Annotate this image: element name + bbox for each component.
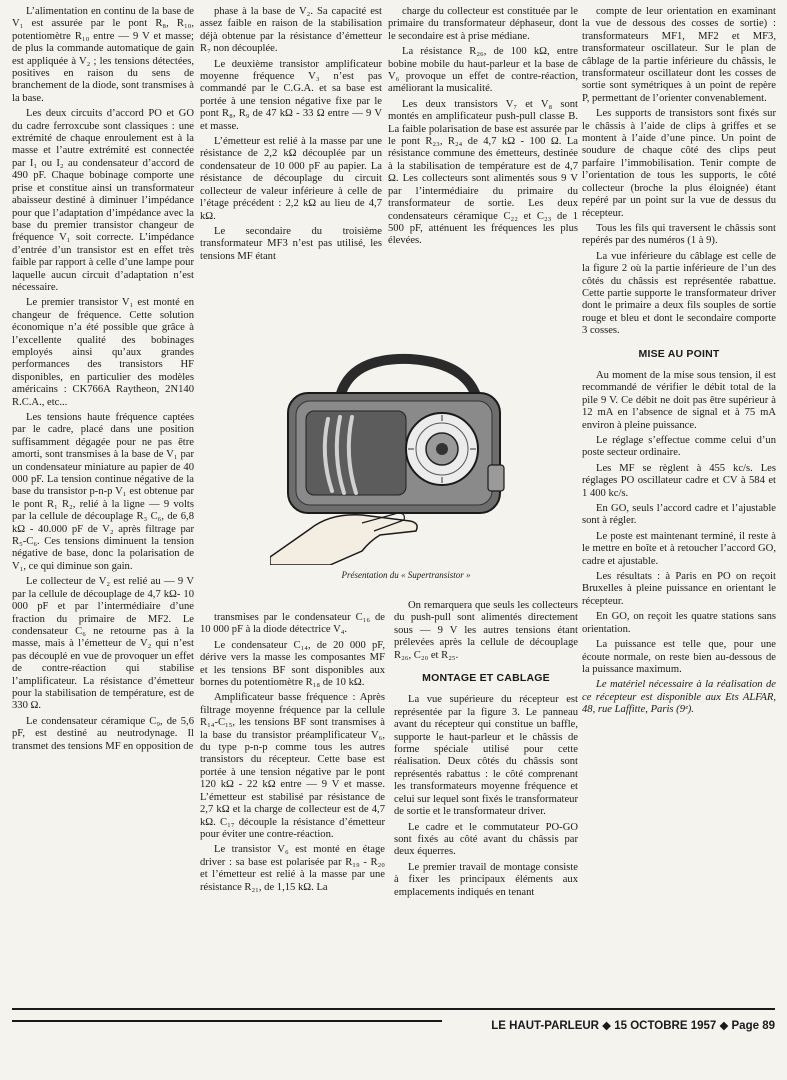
column-3-top — [388, 6, 578, 326]
paragraph: Le premier travail de montage consiste à fixer les principaux éléments aux emplacements indiqués en tenant — [394, 861, 578, 898]
footer-rule — [12, 1020, 442, 1022]
paragraph: Les résultats : à Paris en PO on reçoit Bruxelles à pleine puissance en orientant le récepteur. — [582, 571, 776, 607]
paragraph: En GO, on reçoit les quatre stations sans orientation. — [582, 611, 776, 635]
paragraph: charge du collecteur est constituée par le primaire du transformateur déphaseur, dont le secondaire est à prise médiane. — [388, 6, 578, 42]
paragraph: L’alimentation en continu de la base de V₁ est assurée par le pont R₈, R₁₀, potentiomètre R₁₀ entre — 9 V et masse; de plus la commande automatique de gain est appliquée à V₂ ; les tensions détectées, positives en raison du sens de branchement de la diode, sont transmises à la base. — [12, 6, 194, 104]
paragraph: Le condensateur C₁₄, de 20 000 pF, dérive vers la masse les composantes MF et les tensions BF sont disponibles aux bornes du potentiomètre R₁₈ de 10 kΩ. — [200, 639, 385, 689]
paragraph: La vue inférieure du câblage est celle de la figure 2 où la partie inférieure de l’un des côtés du châssis est représentée rabattue. Cette partie supporte le transformateur driver dont le primaire a deux fils souples de sortie rouge et bleu et dont le secondaire comporte 3 cosses. — [582, 250, 776, 337]
paragraph: Le poste est maintenant terminé, il reste à le mettre en boîte et à retoucher l’accord GO, cadre et ajustable. — [582, 530, 776, 567]
column-2-bottom — [200, 612, 385, 1004]
paragraph: Le premier transistor V₁ est monté en changeur de fréquence. Cette solution économique n’a été possible que grâce à l’excellente qualité des bobinages employés ainsi qu’aux grandes performances des transistors HF disponibles, en particulier des modèles américains : CK766A Raytheon, 2N140 R.C.A., etc... — [12, 297, 194, 408]
paragraph: Les deux circuits d’accord PO et GO du cadre ferroxcube sont classiques : une extrémité de chaque enroulement est à la masse et l’autre extrémité est connectée par I₁ ou I₂ au condensateur d’accord de 490 pF. Chaque bobinage comporte une prise et constitue ainsi un transformateur abaisseur destiné à diminuer l’impédance pour que l’adaptation d’impédance avec la base du premier transistor changeur de fréquence V₁ soit correcte. L’impédance d’entrée d’un transistor est en effet très faible par rapport à celle d’une lampe pour laquelle aucun circuit d’adaptation n’est nécessaire. — [12, 108, 194, 293]
paragraph: Le secondaire du troisième transformateur MF3 n’est pas utilisé, les tensions MF étant — [200, 225, 382, 262]
paragraph: Les tensions haute fréquence captées par le cadre, placé dans une position suffisamment dégagée pour ne pas être amorti, sont transmises à la base de V₁ par un condensateur miniature au papier de 40 000 pF. La tension continue négative de la base du transistor p-n-p V₁ est obtenue par le pont R₁ R₂, relié à la ligne — 9 volts par la cellule de découplage R₃ C₆, de 6,8 kΩ - 40.000 pF de V₂ après filtrage par R₅-C₆. Ces tensions diminuent la tension négative de base, donc la polarisation de V₁, ce qui diminue son gain. — [12, 412, 194, 572]
paragraph: La vue supérieure du récepteur est représentée par la figure 3. Le panneau avant du récepteur qui constitue un baffle, supporte le haut-parleur et le châssis de forme spéciale utilisé pour cette réalisation. Deux côtés du châssis sont représentés rabattus : le côté comprenant les transformateurs moyenne fréquence et celui sur lequel sont fixés le transformateur de sortie et le transformateur driver. — [394, 694, 578, 818]
section-heading-montage: MONTAGE ET CABLAGE — [422, 672, 550, 685]
paragraph: Le deuxième transistor amplificateur moyenne fréquence V₃ n’est pas commandé par le C.G.A. et sa base est portée à une tension négative fixe par le pont R₈, R₉ de 47 kΩ - 33 Ω entre — 9 V et masse. — [200, 58, 382, 132]
radio-illustration — [270, 345, 518, 565]
paragraph: Les MF se règlent à 455 kc/s. Les réglages PO oscillateur cadre et CV à 584 et 1 400 kc/s. — [582, 462, 776, 499]
paragraph: compte de leur orientation en examinant la vue de dessous des cosses de sortie) : transformateurs MF1, MF2 et MF3, transformateur oscillateur. Sur le plan de câblage de la partie inférieure du châssis, le transformateur oscillateur dont les cosses de sortie sont symétriques à un point de repère P, permettant de l’orienter convenablement. — [582, 6, 776, 104]
column-1 — [12, 6, 194, 1006]
figure-caption: Présentation du « Supertransistor » — [341, 570, 471, 580]
footer-text: LE HAUT-PARLEUR ◆ 15 OCTOBRE 1957 ◆ Page 89 — [491, 1020, 775, 1032]
paragraph: Le collecteur de V₂ est relié au — 9 V par la cellule de découplage de 4,7 kΩ- 10 000 pF et par l’intermédiaire d’une fraction du primaire de MF2. Le condensateur C₆ ne retourne pas à la masse, mais à l’émetteur de V₂ qui n’est pas découplé en vue de provoquer un effet de contre-réaction qui stabilise l’amplificateur. La résistance d’émetteur pour la stabilisation de température, est de 330 Ω. — [12, 576, 194, 712]
section-heading-mise-au-point: MISE AU POINT — [638, 347, 720, 360]
paragraph: Tous les fils qui traversent le châssis sont repérés par des numéros (1 à 9). — [582, 222, 776, 247]
paragraph: Amplificateur basse fréquence : Après filtrage moyenne fréquence par la cellule R₁₄-C₁₅, les tensions BF sont transmises à la base du transistor préamplificateur V₆, du type p-n-p comme tous les autres transistors du récepteur. Cette base est portée à une tension négative par le pont 120 kΩ - 22 kΩ entre — 9 V et masse. L’émetteur est stabilisé par résistance de 2,7 kΩ et la charge de collecteur est de 4,7 kΩ. C₁₇ découple la résistance d’émetteur pour éviter une contre-réaction. — [200, 692, 385, 840]
paragraph: La résistance R₂₆, de 100 kΩ, entre bobine mobile du haut-parleur et la base de V₆ provoque un effet de contre-réaction, améliorant la musicalité. — [388, 46, 578, 95]
paragraph: On remarquera que seuls les collecteurs du push-pull sont alimentés directement sous — 9 V les autres tensions étant prélevées après la cellule de découplage R₂₆, C₂₀ et R₂₅. — [394, 600, 578, 661]
paragraph: Le transistor V₆ est monté en étage driver : sa base est polarisée par R₁₉ - R₂₀ et l’émetteur est relié à la masse par une résistance R₂₁, de 1,15 kΩ. La — [200, 844, 385, 893]
paragraph: Les supports de transistors sont fixés sur le châssis à l’aide de clips à griffes et se montent à l’aide d’une pince. Un point de soudure de chaque côté des clips peut parfaire l’immobilisation. Tenir compte de l’orientation de tous les supports, le côté collecteur (broche la plus éloignée) étant repéré par un point sur la vue de dessus du récepteur. — [582, 108, 776, 219]
paragraph: En GO, seuls l’accord cadre et l’ajustable sont à régler. — [582, 503, 776, 527]
column-4 — [582, 6, 776, 1006]
column-3-bottom — [394, 600, 578, 1004]
paragraph: transmises par le condensateur C₁₆ de 10 000 pF à la diode détectrice V₄. — [200, 612, 385, 636]
paragraph: phase à la base de V₂. Sa capacité est assez faible en raison de la stabilisation déjà obtenue par la résistance d’émetteur R₇ non découplée. — [200, 6, 382, 55]
paragraph: La puissance est telle que, pour une écoute normale, on reste bien au-dessous de la puissance maximum. — [582, 639, 776, 675]
paragraph: Le réglage s’effectue comme celui d’un poste secteur ordinaire. — [582, 435, 776, 459]
paragraph: Au moment de la mise sous tension, il est recommandé de vérifier le débit total de la pile 9 V. Ce débit ne doit pas être supérieur à 12 mA en l’absence de signal et à 75 mA environ à pleine puissance. — [582, 369, 776, 431]
column-2-top — [200, 6, 382, 326]
paragraph: Les deux transistors V₇ et V₈ sont montés en amplificateur push-pull classe B. La faible polarisation de base est assurée par le pont R₂₃, R₂₄ de 4,7 kΩ - 100 Ω. La résistance commune des émetteurs, destinée à la stabilisation de température est de 4,7 Ω. Les collecteurs sont alimentés sous 9 V par l’intermédiaire du primaire du transformateur de sortie. Les deux condensateurs céramique C₂₂ et C₂₃ de 1 500 pF, atténuent les fréquences les plus élevées. — [388, 98, 578, 247]
supplier-note: Le matériel nécessaire à la réalisation de ce récepteur est disponible aux Ets ALFAR, 48, rue Laffitte, Paris (9ᵉ). — [582, 679, 776, 716]
paragraph: L’émetteur est relié à la masse par une résistance de 2,2 kΩ découplée par un condensateur de 10 000 pF au papier. La résistance de découplage du circuit collecteur de valeur inférieure à celle de l’étage précédent : 2,2 kΩ au lieu de 4,7 kΩ. — [200, 136, 382, 222]
paragraph: Le cadre et le commutateur PO-GO sont fixés au côté avant du châssis par deux équerres. — [394, 821, 578, 858]
paragraph: Le condensateur céramique C₉, de 5,6 pF, est destiné au neutrodynage. Il transmet des tensions MF en opposition de — [12, 715, 194, 752]
page-footer — [12, 1008, 775, 1034]
